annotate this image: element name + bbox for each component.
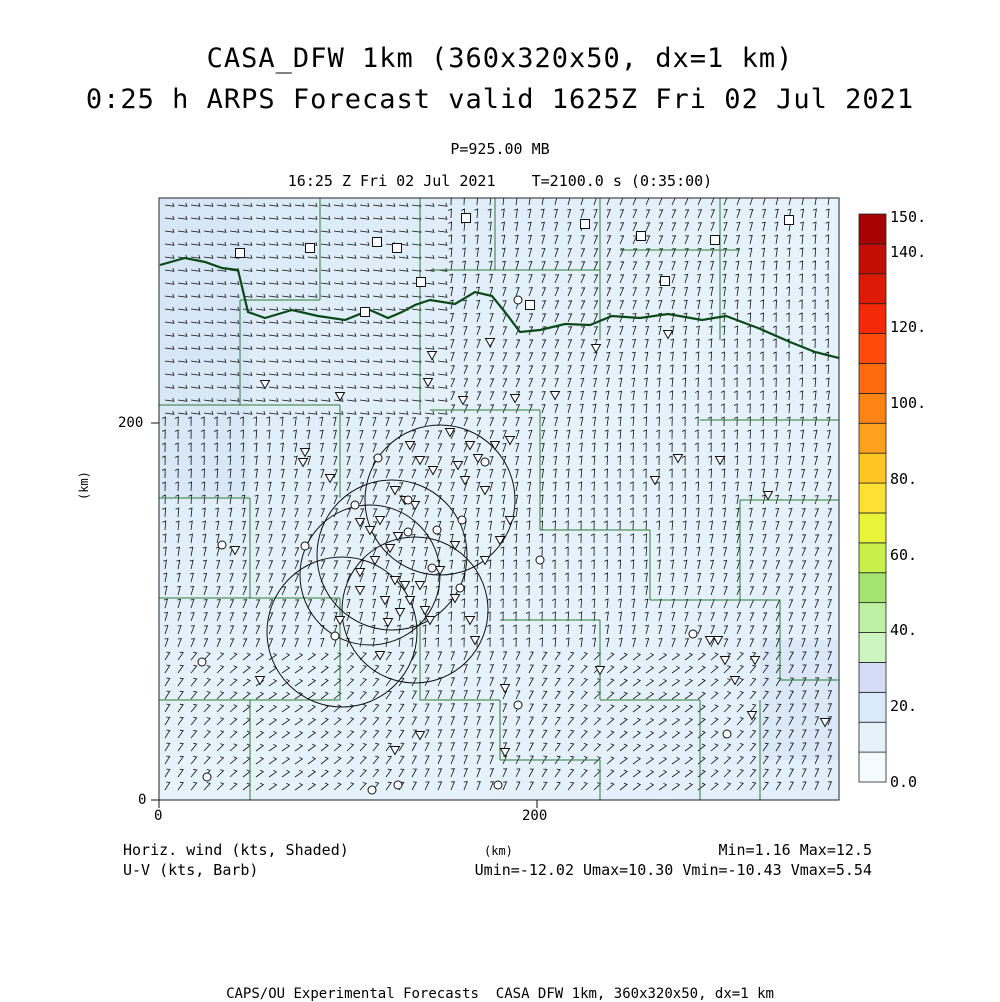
colorbar-label: 60. xyxy=(890,546,918,564)
colorbar-swatch xyxy=(859,393,886,423)
station-square-marker xyxy=(637,232,646,241)
colorbar-swatch xyxy=(859,722,886,752)
station-circle-marker xyxy=(203,773,211,781)
station-square-marker xyxy=(526,301,535,310)
station-circle-marker xyxy=(723,730,731,738)
station-circle-marker xyxy=(428,564,436,572)
y-axis-label: (km) xyxy=(77,471,91,500)
station-circle-marker xyxy=(404,528,412,536)
station-square-marker xyxy=(236,249,245,258)
station-circle-marker xyxy=(514,701,522,709)
colorbar-label: 0.0 xyxy=(890,773,918,791)
colorbar-label: 20. xyxy=(890,697,918,715)
x-axis-label: (km) xyxy=(484,844,513,858)
wind-speed-shading xyxy=(159,198,839,800)
colorbar xyxy=(859,214,886,782)
station-circle-marker xyxy=(456,584,464,592)
station-circle-marker xyxy=(404,496,412,504)
station-square-marker xyxy=(462,214,471,223)
colorbar-label: 150. xyxy=(890,208,927,226)
colorbar-label: 100. xyxy=(890,394,927,412)
title-line-2: 0:25 h ARPS Forecast valid 1625Z Fri 02 Jul 2021 xyxy=(85,84,915,115)
colorbar-swatch xyxy=(859,543,886,573)
station-square-marker xyxy=(785,216,794,225)
station-circle-marker xyxy=(481,458,489,466)
station-circle-marker xyxy=(536,556,544,564)
station-square-marker xyxy=(306,244,315,253)
uv-extrema-label: Umin=-12.02 Umax=10.30 Vmin=-10.43 Vmax=5.54 xyxy=(474,861,872,879)
colorbar-label: 40. xyxy=(890,621,918,639)
station-circle-marker xyxy=(689,630,697,638)
barb-field-legend: U-V (kts, Barb) xyxy=(123,861,259,879)
y-tick-0: 0 xyxy=(138,792,147,808)
colorbar-label: 80. xyxy=(890,470,918,488)
shaded-field-legend: Horiz. wind (kts, Shaded) xyxy=(123,841,349,859)
title-line-1: CASA_DFW 1km (360x320x50, dx=1 km) xyxy=(206,43,794,74)
colorbar-swatch xyxy=(859,274,886,304)
station-circle-marker xyxy=(514,296,522,304)
colorbar-label: 120. xyxy=(890,318,927,336)
colorbar-swatch xyxy=(859,244,886,274)
x-tick-200: 200 xyxy=(522,808,548,824)
credits-footer: CAPS/OU Experimental Forecasts CASA DFW 1km, 360x320x50, dx=1 km xyxy=(226,986,774,1002)
colorbar-label: 140. xyxy=(890,243,927,261)
colorbar-swatch xyxy=(859,633,886,663)
colorbar-swatch xyxy=(859,513,886,543)
station-circle-marker xyxy=(494,781,502,789)
station-circle-marker xyxy=(368,786,376,794)
colorbar-swatch xyxy=(859,334,886,364)
station-square-marker xyxy=(711,236,720,245)
station-circle-marker xyxy=(218,541,226,549)
colorbar-swatch xyxy=(859,573,886,603)
valid-time-label: 16:25 Z Fri 02 Jul 2021 T=2100.0 s (0:35:00) xyxy=(287,172,713,190)
colorbar-swatch xyxy=(859,304,886,334)
colorbar-swatch xyxy=(859,214,886,244)
pressure-level-label: P=925.00 MB xyxy=(450,140,550,158)
station-square-marker xyxy=(661,277,670,286)
station-circle-marker xyxy=(301,542,309,550)
station-square-marker xyxy=(393,244,402,253)
station-circle-marker xyxy=(394,781,402,789)
colorbar-swatch xyxy=(859,662,886,692)
station-square-marker xyxy=(581,220,590,229)
colorbar-swatch xyxy=(859,363,886,393)
colorbar-swatch xyxy=(859,692,886,722)
station-circle-marker xyxy=(433,526,441,534)
min-max-label: Min=1.16 Max=12.5 xyxy=(718,841,872,859)
station-square-marker xyxy=(417,278,426,287)
station-circle-marker xyxy=(374,454,382,462)
x-tick-0: 0 xyxy=(154,808,163,824)
station-circle-marker xyxy=(331,632,339,640)
station-square-marker xyxy=(361,308,370,317)
colorbar-swatch xyxy=(859,423,886,453)
station-circle-marker xyxy=(351,501,359,509)
station-square-marker xyxy=(373,238,382,247)
colorbar-swatch xyxy=(859,453,886,483)
station-circle-marker xyxy=(458,516,466,524)
colorbar-swatch xyxy=(859,483,886,513)
station-circle-marker xyxy=(198,658,206,666)
y-tick-200: 200 xyxy=(118,415,144,431)
colorbar-swatch xyxy=(859,603,886,633)
colorbar-swatch xyxy=(859,752,886,782)
